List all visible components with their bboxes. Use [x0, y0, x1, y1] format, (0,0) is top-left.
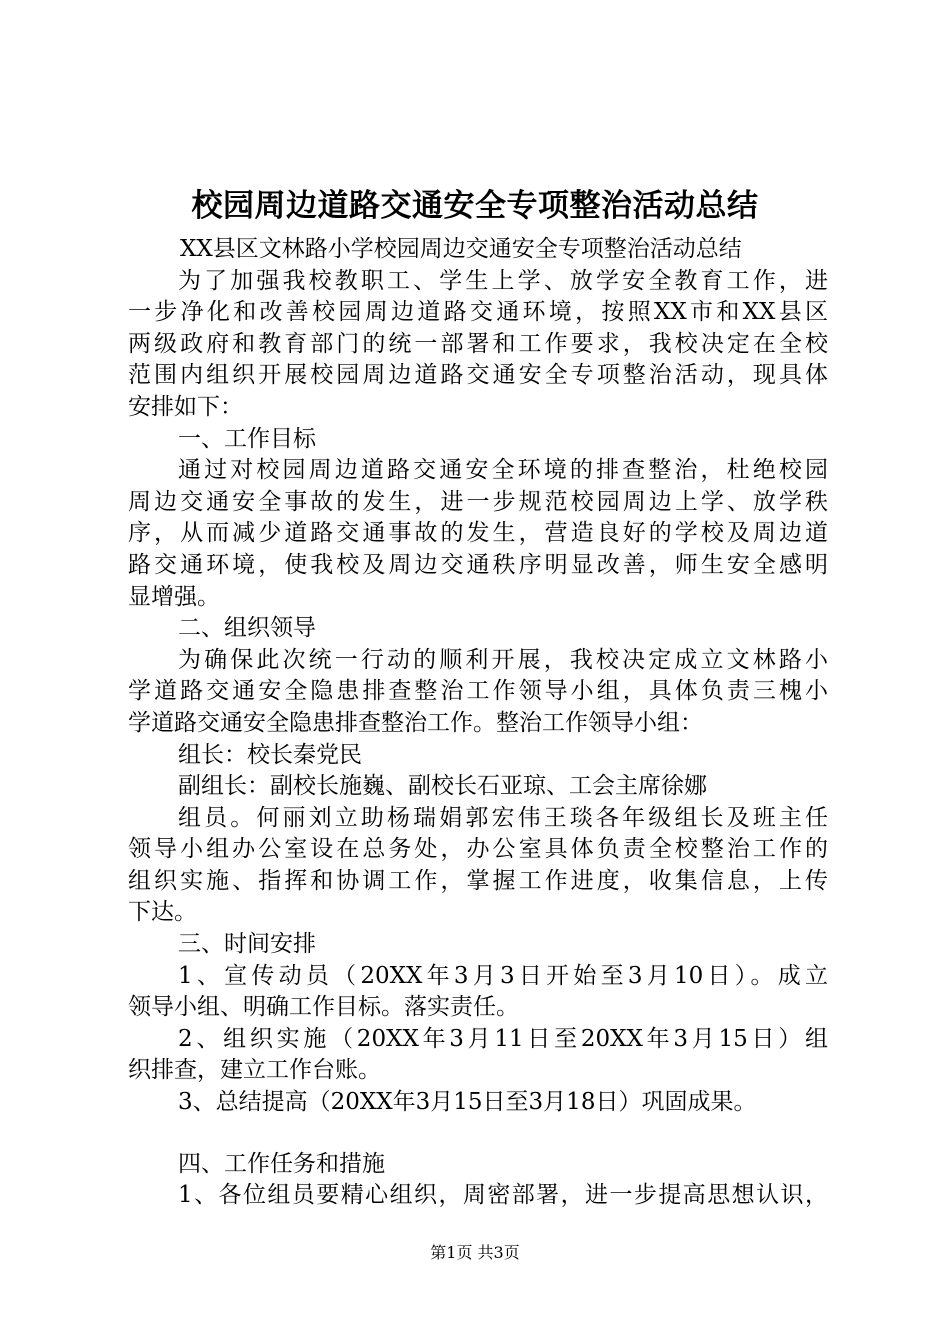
- section-heading: 二、组织领导: [178, 615, 316, 642]
- paragraph-line: 下达。: [128, 899, 197, 926]
- document-title: 校园周边道路交通安全专项整治活动总结: [191, 188, 759, 224]
- paragraph-line: 3、总结提高（20XX年3月15日至3月18日）巩固成果。: [178, 1089, 757, 1116]
- paragraph-line: 安排如下：: [128, 393, 243, 420]
- section-heading: 四、工作任务和措施: [178, 1150, 385, 1177]
- paragraph-line: 显增强。: [128, 583, 220, 610]
- paragraph-line: 范围内组织开展校园周边道路交通安全专项整治活动，现具体: [128, 362, 828, 389]
- paragraph-line: 1、各位组员要精心组织，周密部署，进一步提高思想认识，: [178, 1182, 828, 1209]
- paragraph-line: 路交通环境，使我校及周边交通秩序明显改善，师生安全感明: [128, 551, 828, 578]
- document-body: [128, 234, 828, 1212]
- paragraph-line: 织排查，建立工作台账。: [128, 1057, 381, 1084]
- paragraph-line: 序，从而减少道路交通事故的发生，营造良好的学校及周边道: [128, 520, 828, 547]
- paragraph-line: 1、宣传动员（20XX年3月3日开始至3月10日）。成立: [178, 962, 828, 989]
- paragraph-line: 组员。何丽刘立助杨瑞娟郭宏伟王琰各年级组长及班主任: [178, 804, 828, 831]
- paragraph-line: 学道路交通安全隐患排查整治工作领导小组，具体负责三槐小: [128, 678, 828, 705]
- document-subtitle: XX县区文林路小学校园周边交通安全专项整治活动总结: [180, 236, 742, 262]
- paragraph-line: 周边交通安全事故的发生，进一步规范校园周边上学、放学秩: [128, 488, 828, 515]
- paragraph-line: 为确保此次统一行动的顺利开展，我校决定成立文林路小: [178, 646, 828, 673]
- paragraph-line: 2、组织实施（20XX年3月11日至20XX年3月15日）组: [178, 1025, 828, 1052]
- section-heading: 三、时间安排: [178, 931, 316, 958]
- paragraph-line: 为了加强我校教职工、学生上学、放学安全教育工作，进: [178, 267, 828, 294]
- paragraph-line: 领导小组办公室设在总务处，办公室具体负责全校整治工作的: [128, 836, 828, 863]
- paragraph-line: 通过对校园周边道路交通安全环境的排查整治，杜绝校园: [178, 457, 828, 484]
- section-heading: 一、工作目标: [178, 425, 316, 452]
- paragraph-line: 领导小组、明确工作目标。落实责任。: [128, 994, 519, 1021]
- paragraph-line: 两级政府和教育部门的统一部署和工作要求，我校决定在全校: [128, 330, 828, 357]
- paragraph-line: 一步净化和改善校园周边道路交通环境，按照XX市和XX县区: [128, 299, 828, 326]
- paragraph-line: 学道路交通安全隐患排查整治工作。整治工作领导小组：: [128, 709, 703, 736]
- blank-line: [128, 1119, 828, 1149]
- paragraph-line: 组长：校长秦党民: [178, 741, 362, 768]
- paragraph-line: 组织实施、指挥和协调工作，掌握工作进度，收集信息，上传: [128, 867, 828, 894]
- page-footer: 第1页 共3页: [430, 1243, 520, 1262]
- paragraph-line: 副组长：副校长施巍、副校长石亚琼、工会主席徐娜: [178, 773, 707, 800]
